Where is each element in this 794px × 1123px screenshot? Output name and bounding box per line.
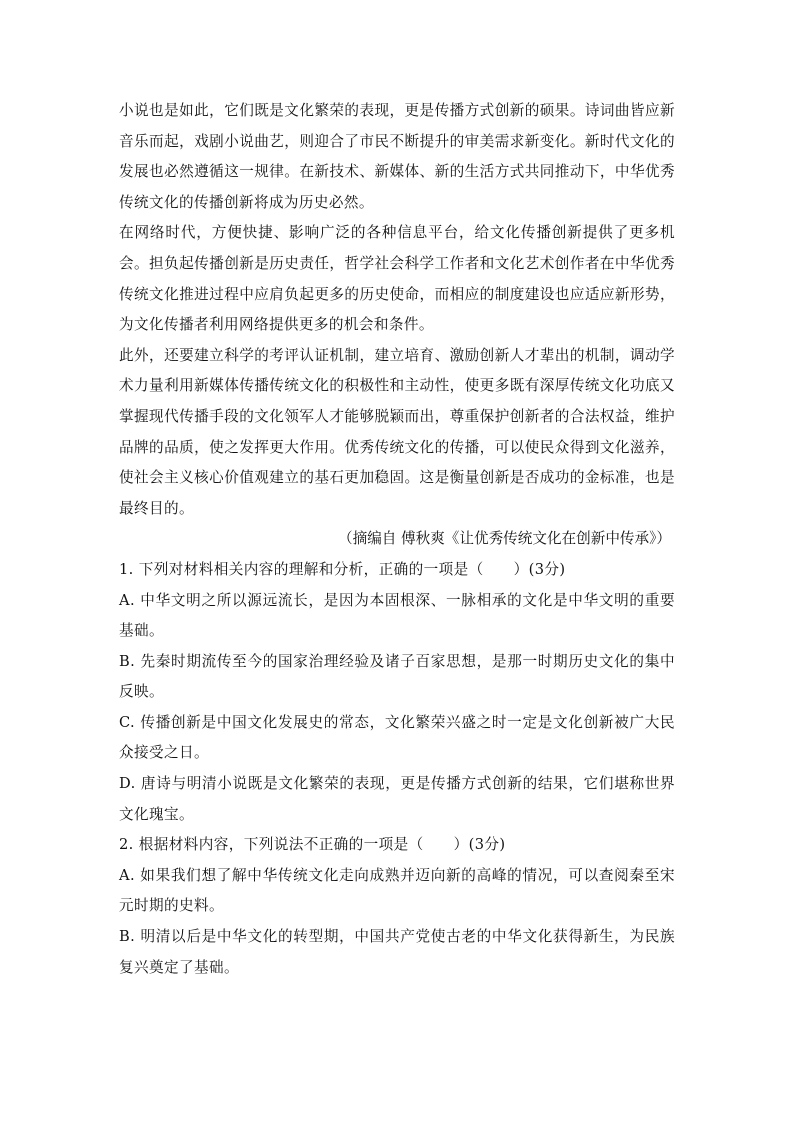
question-1-stem: 1. 下列对材料相关内容的理解和分析，正确的一项是（ ）(3分)	[119, 560, 566, 578]
question-1-option-b: B. 先秦时期流传至今的国家治理经验及诸子百家思想，是那一时期历史文化的集中反映。	[119, 652, 675, 701]
question-2-option-b: B. 明清以后是中华文化的转型期，中国共产党使古老的中华文化获得新生，为民族复兴奠定了基础。	[119, 928, 675, 976]
passage-paragraph-3: 此外，还要建立科学的考评认证机制，建立培育、激励创新人才辈出的机制，调动学术力量利用新媒体传播传统文化的积极性和主动性，使更多既有深厚传统文化功底又掌握现代传播手段的文化领军人才能够脱颖而出，尊重保护创新者的合法权益，维护品牌的品质，使之发挥更大作用。优秀传统文化的传播，可以使民众得到文化滋养，使社会主义核心价值观建立的基石更加稳固。这是衡量创新是否成功的金标准，也是最终目的。	[119, 346, 675, 517]
question-1-option-a: A. 中华文明之所以源远流长，是因为本固根深、一脉相承的文化是中华文明的重要基础。	[119, 591, 675, 640]
passage-source: （摘编自 傅秋爽《让优秀传统文化在创新中传承》）	[338, 530, 671, 548]
question-1-option-d: D. 唐诗与明清小说既是文化繁荣的表现，更是传播方式创新的结果，它们堪称世界文化瑰宝。	[119, 775, 675, 823]
question-1	[119, 555, 675, 830]
passage-paragraph-2: 在网络时代，方便快捷、影响广泛的各种信息平台，给文化传播创新提供了更多机会。担负起传播创新是历史责任，哲学社会科学工作者和文化艺术创作者在中华优秀传统文化推进过程中应肩负起更多的历史使命，而相应的制度建设也应适应新形势，为文化传播者利用网络提供更多的机会和条件。	[119, 224, 675, 334]
question-2-stem: 2. 根据材料内容，下列说法不正确的一项是（ ）(3分)	[119, 836, 506, 854]
question-2-option-a: A. 如果我们想了解中华传统文化走向成熟并迈向新的高峰的情况，可以查阅秦至宋元时期的史料。	[119, 866, 675, 915]
passage-paragraph-1: 小说也是如此，它们既是文化繁荣的表现，更是传播方式创新的硕果。诗词曲皆应新音乐而起，戏剧小说曲艺，则迎合了市民不断提升的审美需求新变化。新时代文化的发展也必然遵循这一规律。在新技术、新媒体、新的生活方式共同推动下，中华优秀传统文化的传播创新将成为历史必然。	[119, 102, 675, 211]
question-1-option-c: C. 传播创新是中国文化发展史的常态，文化繁荣兴盛之时一定是文化创新被广大民众接受之日。	[119, 713, 675, 762]
question-2	[119, 830, 675, 983]
document-content	[119, 96, 675, 983]
